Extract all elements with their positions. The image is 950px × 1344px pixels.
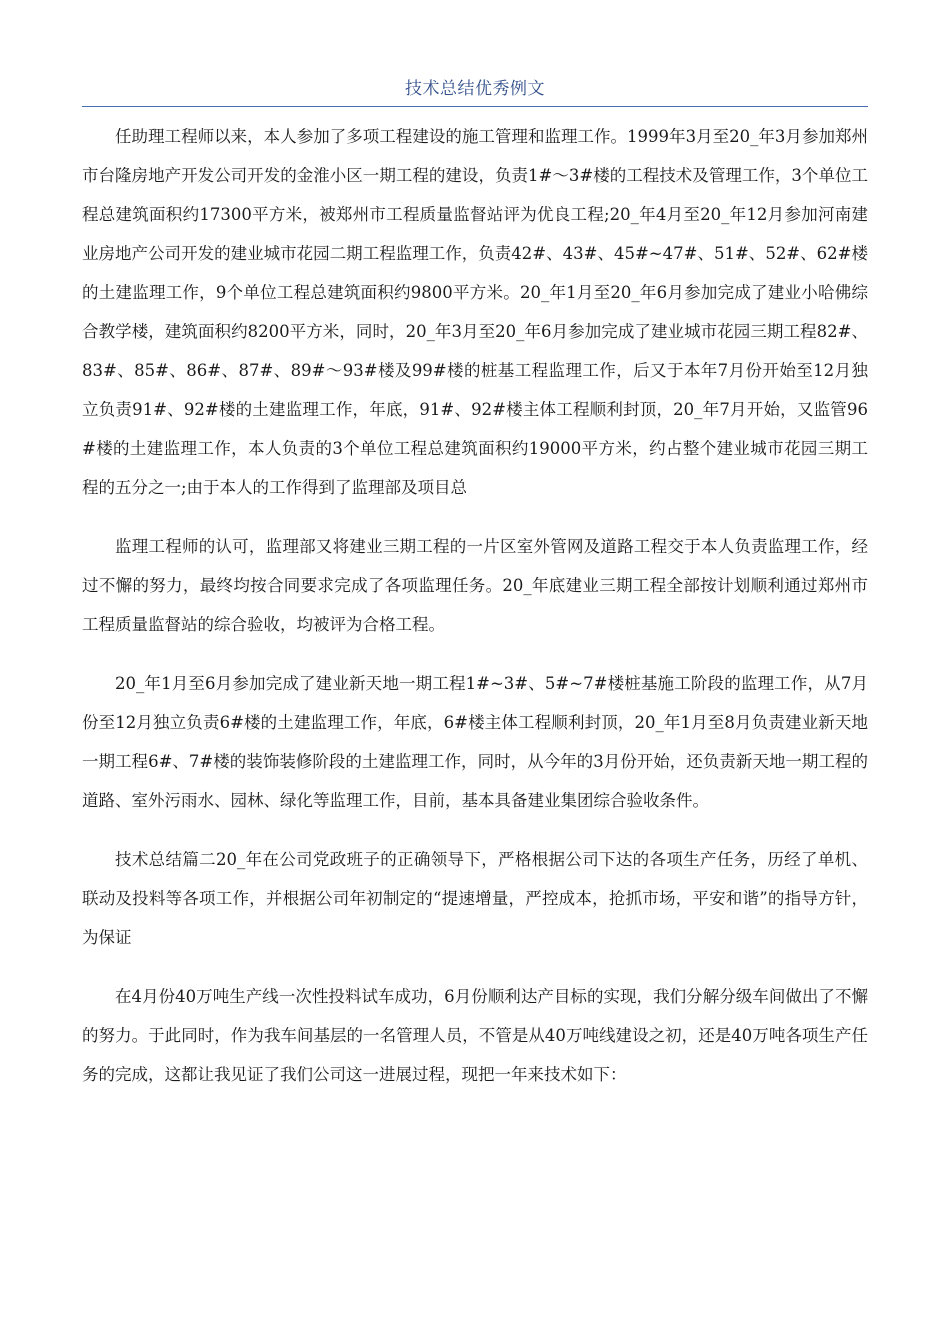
paragraph: 技术总结篇二20_年在公司党政班子的正确领导下，严格根据公司下达的各项生产任务，历经了单机、联动及投料等各项工作，并根据公司年初制定的“提速增量，严控成本，抢抓市场，平安和谐”的指导方针，为保证 <box>82 850 868 947</box>
page-header-title: 技术总结优秀例文 <box>82 78 868 107</box>
paragraph: 20_年1月至6月参加完成了建业新天地一期工程1#~3#、5#~7#楼桩基施工阶段的监理工作，从7月份至12月独立负责6#楼的土建监理工作，年底，6#楼主体工程顺利封顶，20_年1月至8月负责建业新天地一期工程6#、7#楼的装饰装修阶段的土建监理工作，同时，从今年的3月份开始，还负责新天地一期工程的道路、室外污雨水、园林、绿化等监理工作，目前，基本具备建业集团综合验收条件。 <box>82 674 868 810</box>
paragraph: 监理工程师的认可，监理部又将建业三期工程的一片区室外管网及道路工程交于本人负责监理工作，经过不懈的努力，最终均按合同要求完成了各项监理任务。20_年底建业三期工程全部按计划顺利通过郑州市工程质量监督站的综合验收，均被评为合格工程。 <box>82 537 868 634</box>
document-body <box>82 117 868 1094</box>
document-page <box>82 78 868 1114</box>
paragraph: 在4月份40万吨生产线一次性投料试车成功，6月份顺利达产目标的实现，我们分解分级车间做出了不懈的努力。于此同时，作为我车间基层的一名管理人员，不管是从40万吨线建设之初，还是40万吨各项生产任务的完成，这都让我见证了我们公司这一进展过程，现把一年来技术如下： <box>82 987 868 1084</box>
paragraph: 任助理工程师以来，本人参加了多项工程建设的施工管理和监理工作。1999年3月至20_年3月参加郑州市台隆房地产开发公司开发的金淮小区一期工程的建设，负责1#～3#楼的工程技术及管理工作，3个单位工程总建筑面积约17300平方米，被郑州市工程质量监督站评为优良工程;20_年4月至20_年12月参加河南建业房地产公司开发的建业城市花园二期工程监理工作，负责42#、43#、45#~47#、51#、52#、62#楼的土建监理工作，9个单位工程总建筑面积约9800平方米。20_年1月至20_年6月参加完成了建业小哈佛综合教学楼，建筑面积约8200平方米，同时，20_年3月至20_年6月参加完成了建业城市花园三期工程82#、83#、85#、86#、87#、89#～93#楼及99#楼的桩基工程监理工作，后又于本年7月份开始至12月独立负责91#、92#楼的土建监理工作，年底，91#、92#楼主体工程顺利封顶，20_年7月开始，又监管96#楼的土建监理工作，本人负责的3个单位工程总建筑面积约19000平方米，约占整个建业城市花园三期工程的五分之一;由于本人的工作得到了监理部及项目总 <box>82 127 868 497</box>
